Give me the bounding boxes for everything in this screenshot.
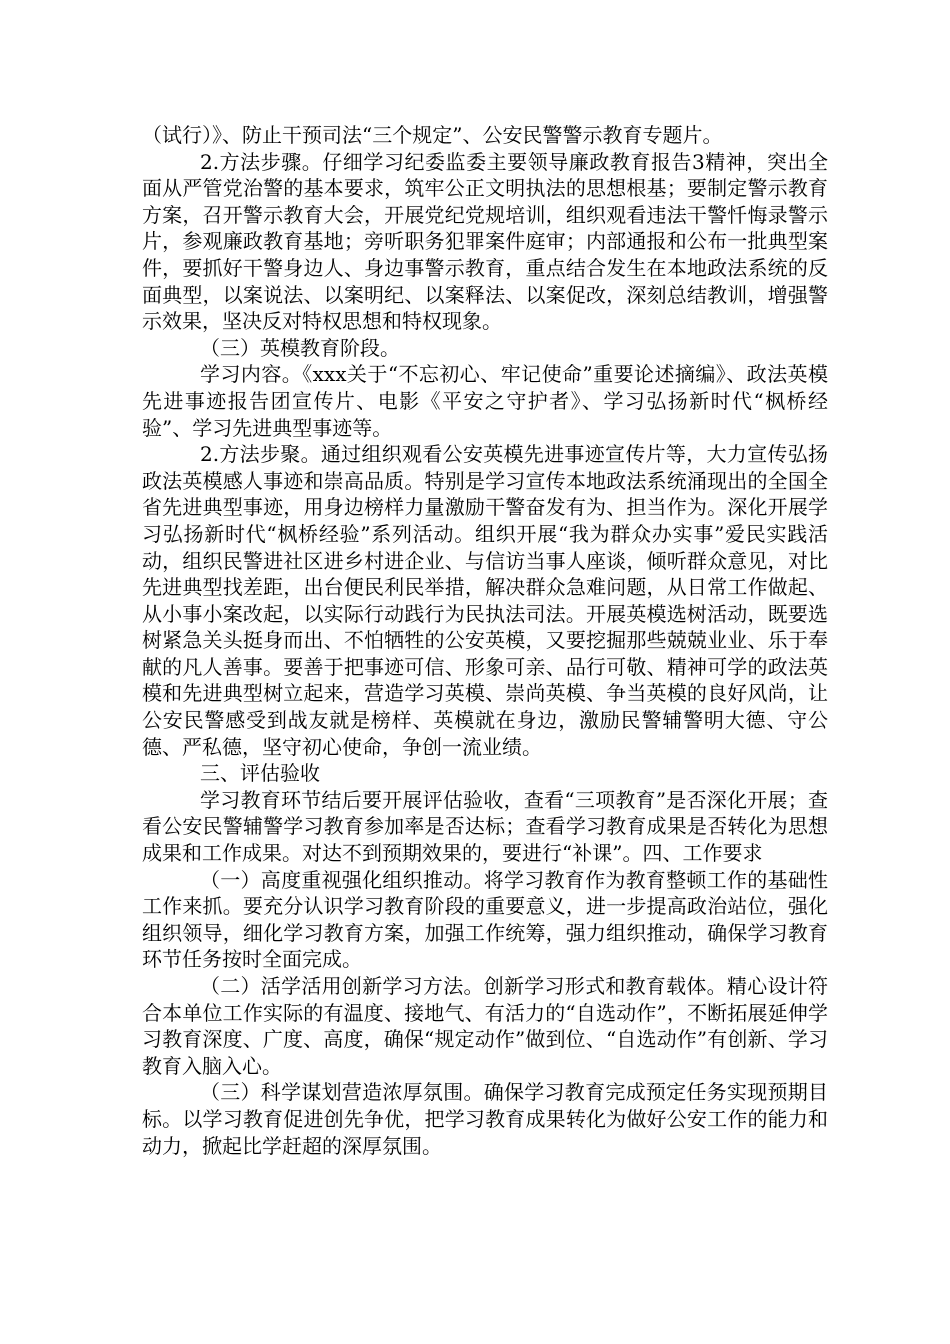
paragraph-warning-method-steps: 2.方法步骤。仔细学习纪委监委主要领导廉政教育报告3精神，突出全面从严管党治警的基本要求，筑牢公正文明执法的思想根基；要制定警示教育方案，召开警示教育大会，开展党纪党规培训，组织观看违法干警忏悔录警示片，参观廉政教育基地；旁听职务犯罪案件庭审；内部通报和公布一批典型案件，要抓好干警身边人、身边事警示教育，重点结合发生在本地政法系统的反面典型，以案说法、以案明纪、以案释法、以案促改，深刻总结教训，增强警示效果，坚决反对特权思想和特权现象。 [142,149,828,334]
paragraph-requirement-atmosphere: （三）科学谋划营造浓厚氛围。确保学习教育完成预定任务实现预期目标。以学习教育促进创先争优，把学习教育成果转化为做好公安工作的能力和动力，掀起比学赶超的深厚氛围。 [142,1080,828,1158]
paragraph-hero-method-steps: 2.方法步聚。通过组织观看公安英模先进事迹宣传片等，大力宣传弘扬政法英模感人事迹和崇高品质。特别是学习宣传本地政法系统涌现出的全国全省先进典型事迹，用身边榜样力量激励干警奋发有为、担当作为。深化开展学习弘扬新时代“枫桥经验”系列活动。组织开展“我为群众办实事”爱民实践活动，组织民警进社区进乡村进企业、与信访当事人座谈，倾听群众意见，对比先进典型找差距，出台便民利民举措，解决群众急难问题，从日常工作做起、从小事小案改起，以实际行动践行为民执法司法。开展英模选树活动，既要选树紧急关头挺身而出、不怕牺牲的公安英模，又要挖掘那些兢兢业业、乐于奉献的凡人善事。要善于把事迹可信、形象可亲、品行可敬、精神可学的政法英模和先进典型树立起来，营造学习英模、崇尚英模、争当英模的良好风尚，让公安民警感受到战友就是榜样、英模就在身边，激励民警辅警明大德、守公德、严私德，坚守初心使命，争创一流业绩。 [142,442,828,759]
document-body [142,122,828,1159]
heading-hero-education-stage: （三）英模教育阶段。 [200,335,400,360]
paragraph-evaluation-content: 学习教育环节结后要开展评估验收，查看“三项教育”是否深化开展；查看公安民警辅警学习教育参加率是否达标；查看学习教育成果是否转化为思想成果和工作成果。对达不到预期效果的，要进行“补课”。四、工作要求 [142,787,828,866]
paragraph-requirement-methods: （二）活学活用创新学习方法。创新学习形式和教育载体。精心设计符合本单位工作实际的有温度、接地气、有活力的“自选动作”，不断拓展延伸学习教育深度、广度、高度，确保“规定动作”做到位、“自选动作”有创新、学习教育入脑入心。 [142,974,828,1078]
paragraph-requirement-organization: （一）高度重视强化组织推动。将学习教育作为教育整顿工作的基础性工作来抓。要充分认识学习教育阶段的重要意义，进一步提高政治站位，强化组织领导，细化学习教育方案，加强工作统筹，强力组织推动，确保学习教育环节任务按时全面完成。 [142,867,828,972]
heading-evaluation-acceptance: 三、评估验收 [200,761,320,786]
paragraph-hero-study-content: 学习内容。《xxx关于“不忘初心、牢记使命”重要论述摘编》、政法英模先进事迹报告团宣传片、电影《平安之守护者》、学习弘扬新时代“枫桥经验”、学习先进典型事迹等。 [142,362,828,440]
paragraph-study-materials-end: （试行）》、防止干预司法“三个规定”、公安民警警示教育专题片。 [142,123,723,147]
